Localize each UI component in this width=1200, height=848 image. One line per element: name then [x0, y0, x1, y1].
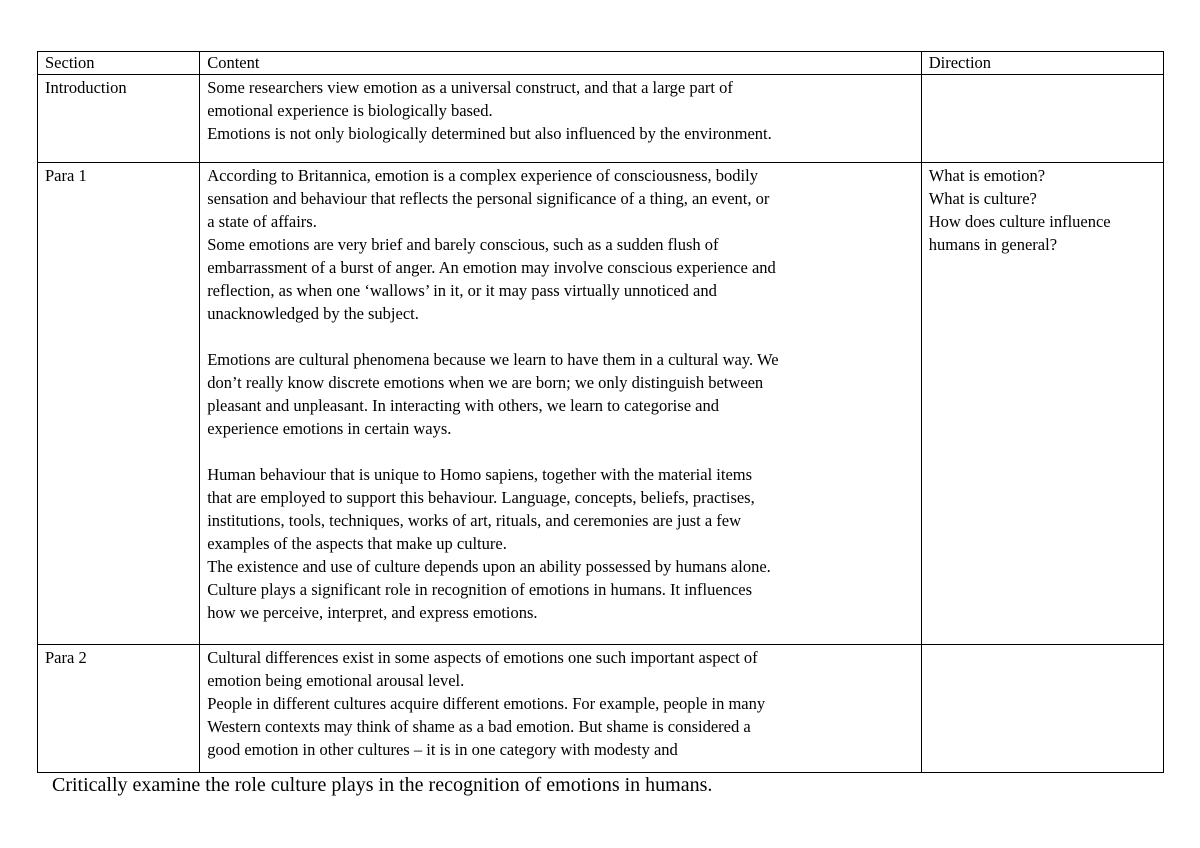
- content-line: The existence and use of culture depends upon an ability possessed by humans alone.: [207, 557, 771, 576]
- essay-plan-table: [37, 51, 1164, 773]
- header-direction: Direction: [921, 52, 1163, 75]
- content-line: good emotion in other cultures – it is in one category with modesty and: [207, 740, 678, 759]
- content-line: a state of affairs.: [207, 212, 317, 231]
- content-paragraph: [207, 76, 915, 145]
- section-cell: Introduction: [38, 75, 200, 163]
- content-line: experience emotions in certain ways.: [207, 419, 452, 438]
- essay-question: Critically examine the role culture plays in the recognition of emotions in humans.: [52, 774, 713, 796]
- content-line: how we perceive, interpret, and express emotions.: [207, 603, 538, 622]
- content-line: pleasant and unpleasant. In interacting with others, we learn to categorise and: [207, 396, 719, 415]
- content-line: Cultural differences exist in some aspects of emotions one such important aspect of: [207, 648, 758, 667]
- content-cell: [200, 75, 922, 163]
- content-line: that are employed to support this behaviour. Language, concepts, beliefs, practises,: [207, 488, 755, 507]
- content-paragraph: [207, 463, 915, 624]
- content-paragraph: [207, 164, 915, 325]
- direction-cell: [921, 645, 1163, 773]
- table-row-para-1: [38, 163, 1164, 645]
- direction-cell: [921, 163, 1163, 645]
- content-paragraph: [207, 646, 915, 761]
- direction-line: What is culture?: [928, 189, 1037, 208]
- header-content: Content: [200, 52, 922, 75]
- table-row-para-2: [38, 645, 1164, 773]
- direction-cell: [921, 75, 1163, 163]
- content-cell: [200, 645, 922, 773]
- content-line: Some emotions are very brief and barely conscious, such as a sudden flush of: [207, 235, 719, 254]
- direction-line: What is emotion?: [928, 166, 1046, 185]
- header-section: Section: [38, 52, 200, 75]
- content-line: Some researchers view emotion as a universal construct, and that a large part of: [207, 78, 733, 97]
- content-line: According to Britannica, emotion is a complex experience of consciousness, bodily: [207, 166, 758, 185]
- content-line: embarrassment of a burst of anger. An emotion may involve conscious experience and: [207, 258, 776, 277]
- content-line: emotional experience is biologically based.: [207, 101, 493, 120]
- content-line: People in different cultures acquire different emotions. For example, people in many: [207, 694, 766, 713]
- content-line: don’t really know discrete emotions when we are born; we only distinguish between: [207, 373, 764, 392]
- content-paragraph: [207, 348, 915, 440]
- direction-line: How does culture influence: [928, 212, 1111, 231]
- table-header-row: [38, 52, 1164, 75]
- content-cell: [200, 163, 922, 645]
- table-row-introduction: [38, 75, 1164, 163]
- content-line: Culture plays a significant role in recognition of emotions in humans. It influences: [207, 580, 753, 599]
- content-line: institutions, tools, techniques, works of art, rituals, and ceremonies are just a few: [207, 511, 742, 530]
- content-line: examples of the aspects that make up culture.: [207, 534, 507, 553]
- content-line: Western contexts may think of shame as a bad emotion. But shame is considered a: [207, 717, 751, 736]
- content-line: Human behaviour that is unique to Homo sapiens, together with the material items: [207, 465, 753, 484]
- content-line: reflection, as when one ‘wallows’ in it, or it may pass virtually unnoticed and: [207, 281, 717, 300]
- direction-line: humans in general?: [928, 235, 1058, 254]
- section-cell: Para 1: [38, 163, 200, 645]
- content-line: sensation and behaviour that reflects the personal significance of a thing, an event, or: [207, 189, 770, 208]
- content-line: emotion being emotional arousal level.: [207, 671, 465, 690]
- content-line: Emotions is not only biologically determined but also influenced by the environment.: [207, 124, 772, 143]
- content-line: unacknowledged by the subject.: [207, 304, 419, 323]
- section-cell: Para 2: [38, 645, 200, 773]
- content-line: Emotions are cultural phenomena because we learn to have them in a cultural way. We: [207, 350, 779, 369]
